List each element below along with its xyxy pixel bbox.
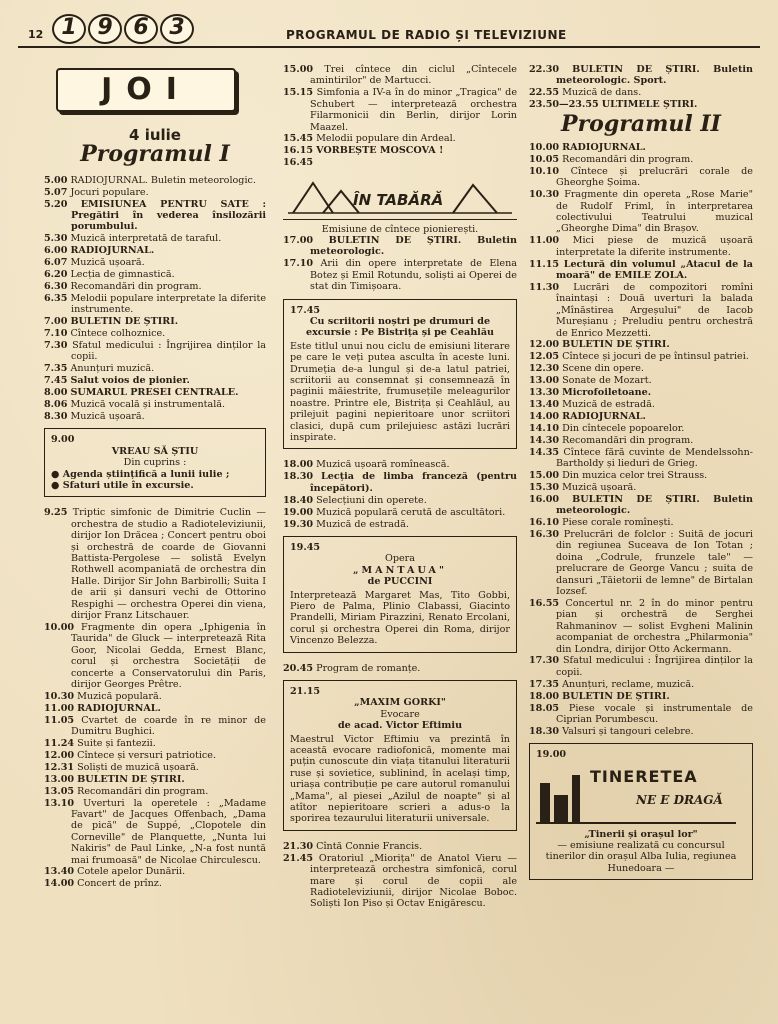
program-entry [44,316,266,327]
entry-text: Simfonia a IV-a în do minor „Tragica" de Schubert — interpretează orchestra Filarmonicii din Berlin, dirijor Lorin Maazel. [310,87,517,133]
program-entry [44,507,266,621]
entry-time: 22.30 [529,64,560,75]
program-entry [283,459,517,470]
entry-text: RADIOJURNAL. Buletin meteorologic. [70,174,256,186]
box-title: „Tinerii și orașul lor" [584,828,698,840]
box-title: Cu scriitorii noștri pe drumuri de excursie : Pe Bistrița și pe Ceahlău [305,316,495,339]
entry-text: Cîntece și versuri patriotice. [77,749,217,761]
program-entry [44,750,266,761]
program-entry [44,281,266,292]
entry-time: 18.30 [283,471,314,483]
tineretea-label: TINERETEA [590,766,698,786]
box-maxim-gorki [283,680,517,831]
entry-time: 19.00 [283,506,314,518]
box-item-text: Sfaturi utile în excursie. [62,479,194,491]
program-entry [529,87,753,98]
entry-text: Din muzica celor trei Strauss. [562,469,708,481]
tabara-description: Emisiune de cîntece pionierești. [321,223,479,235]
program-entry [44,762,266,773]
entry-text: Muzică ușoară. [70,257,145,269]
entry-text: Anunțuri, reclame, muzică. [562,678,695,690]
entry-time: 13.40 [529,398,560,410]
entry-time: 12.31 [44,761,75,773]
entry-time: 20.45 [283,662,314,674]
entry-time: 11.30 [529,281,560,293]
program-entry [529,691,753,702]
entry-text: Cîntece și jocuri de pe întinsul patriei. [562,351,749,363]
entry-time: 12.00 [44,749,75,761]
entry-time: 6.35 [44,292,68,304]
header-rule [18,46,760,48]
program-entry [529,259,753,282]
tabara-banner [283,173,517,220]
box-description: Interpretează Margaret Mas, Tito Gobbi, Piero de Palma, Plinio Clabassi, Giacinto Prandelli, Miriam Pirazzini, Renato Ercolani, corul și orchestra Operei din Roma, dirijor Vincenzo Belezza. [290,589,510,647]
entry-text: Muzică ușoară romînească. [316,459,450,471]
program-entry [283,157,517,168]
program-entry [283,841,517,852]
entry-time: 11.00 [529,235,560,247]
program-entry [44,233,266,244]
program-entry [44,399,266,410]
program-list [283,64,517,169]
program-list [283,235,517,293]
entry-text: Program de romanțe. [316,662,421,674]
entry-text: BULETIN DE ȘTIRI. Buletin meteorologic. [310,235,517,258]
box-tineretea [529,743,753,880]
entry-time: 12.00 [529,339,560,351]
entry-time: 14.10 [529,422,560,434]
program-entry [283,258,517,292]
entry-text: Muzică vocală și instrumentală. [70,399,226,411]
entry-text: Cîntece colhoznice. [70,328,166,340]
entry-time: 13.30 [529,387,560,399]
entry-text: Triptic simfonic de Dimitrie Cuclin — orchestra de studio a Radioteleviziunii, dirijor Ion Drăcea ; Concert pentru oboi și orchestră de coarde de Giovanni Battista-Pergolese — solistă Evelyn Rothwell acompaniată de orchestra din Halle. Dirijor Sir John Barbirolli; Suita I de arii și dansuri vechi de Ottorino Respighi — orchestra Operei din viena, dirijor Franz Litschauer. [71,507,266,622]
entry-text: Lecția de limba franceză (pentru începători). [310,471,517,494]
program-entry [529,375,753,386]
box-description: Este titlul unui nou ciclu de emisiuni literare pe care le veți putea asculta în aceste luni. Drumeția de-a lungul și de-a latul patriei, scriitorii au consemnat și consemnează în paginii măiestrite, frumusețile meleagurilor noastre. Printre ele, Bistrița și Ceahlăul, au prilejuit pagini nepieritoare unor scriitori clasici, după cum prilejuiesc astăzi lucrări inspirate. [290,340,510,444]
entry-text: Trei cîntece din ciclul „Cîntecele amintirilor" de Martucci. [310,64,517,87]
program-entry [283,145,517,156]
program-entry [283,133,517,144]
date-label: 4 iulie [129,126,181,144]
entry-text: Cîntece și prelucrări corale de Gheorghe Șoima. [556,165,753,189]
entry-time: 11.15 [529,258,560,270]
entry-time: 16.55 [529,597,560,609]
program-entry [529,470,753,481]
program-entry [529,363,753,374]
program-entry [44,257,266,268]
program-entry [529,351,753,362]
box-title: VREAU SĂ ȘTIU [111,445,199,457]
entry-time: 10.10 [529,165,560,177]
entry-text: BULETIN DE ȘTIRI. [562,690,670,702]
tabara-label: ÎN TABĂRĂ [353,190,444,209]
box-time: 19.00 [536,749,567,761]
entry-time: 12.30 [529,363,560,375]
box-time: 21.15 [290,685,321,697]
program-entry [529,387,753,398]
entry-text: Salut voios de pionier. [70,375,190,387]
entry-time: 10.30 [529,189,560,201]
program-entry [44,245,266,256]
box-time: 19.45 [290,541,321,553]
program-entry [283,519,517,530]
program-entry [44,691,266,702]
entry-text: Lecția de gimnastică. [70,269,175,281]
entry-time: 17.10 [283,258,314,270]
entry-time: 17.00 [283,235,314,247]
box-item: ● Agenda științifică a lunii iulie ; [51,468,230,480]
program-entry [44,786,266,797]
entry-text: Recomandări din program. [70,280,202,292]
entry-time: 13.00 [529,375,560,387]
entry-text: Cotele apelor Dunării. [77,866,186,878]
entry-time: 11.00 [44,702,75,714]
program-entry [44,622,266,690]
entry-text: BULETIN DE ȘTIRI. Buletin meteorologic. Sport. [556,64,753,87]
day-banner [56,68,236,112]
program-entry [283,663,517,674]
entry-time: 5.30 [44,233,68,245]
box-subtitle: Din cuprins : [123,457,187,469]
entry-time: 13.10 [44,797,75,809]
box-composer: de PUCCINI [367,576,433,588]
entry-text: ULTIMELE ȘTIRI. [601,99,698,111]
entry-time: 6.30 [44,280,68,292]
entry-time: 15.15 [283,87,314,99]
entry-text: Muzică populară cerută de ascultători. [316,506,506,518]
box-title: „MAXIM GORKI" [354,697,446,709]
program-entry [44,738,266,749]
page-header [18,8,760,48]
entry-text: BULETIN DE ȘTIRI. [562,339,670,351]
program-entry [44,187,266,198]
entry-time: 15.30 [529,481,560,493]
program-entry [44,774,266,785]
entry-time: 10.00 [529,142,560,154]
entry-text: Recomandări din program. [77,785,209,797]
program-entry [44,328,266,339]
entry-time: 18.05 [529,702,560,714]
program-entry [529,142,753,153]
entry-text: Scene din opere. [562,363,644,375]
program-entry [529,726,753,737]
box-author: de acad. Victor Eftimiu [337,720,463,732]
program-list [529,142,753,737]
tineretea-banner [536,765,746,825]
program-entry [283,853,517,910]
entry-text: Sfatul medicului : Îngrijirea dinților la copii. [556,655,753,678]
entry-time: 10.00 [44,621,75,633]
program-entry [44,269,266,280]
entry-time: 14.00 [529,410,560,422]
entry-time: 11.05 [44,714,75,726]
program-entry [529,282,753,339]
year-digit: 3 [160,14,194,44]
entry-time: 16.15 [283,145,314,157]
program-entry [529,679,753,690]
entry-text: Lucrări de compozitori romîni înaintași : Două uverturi la balada „Mînăstirea Argeșului" de Iacob Mureșianu ; Preludiu pentru orchestră de Enrico Mezzetti. [556,281,753,339]
entry-text: Anunțuri muzică. [70,363,155,375]
program-entry [44,199,266,233]
entry-text: Muzică populară. [77,690,162,702]
entry-text: Muzică de estradă. [562,398,655,410]
program-list [283,841,517,910]
entry-text: Selecțiuni din operete. [316,494,427,506]
program-entry [529,447,753,470]
entry-text: Melodii populare interpretate la diferite instrumente. [70,292,266,316]
program-list [44,175,266,423]
program-entry [529,64,753,87]
entry-text: Arii din opere interpretate de Elena Botez și Emil Rotundu, soliști ai Operei de stat din Timișoara. [310,258,517,293]
entry-time: 14.35 [529,446,560,458]
entry-time: 13.00 [44,773,75,785]
box-title: „MANTAUA" [353,564,447,576]
entry-time: 5.00 [44,174,68,186]
entry-text: Valsuri și tangouri celebre. [562,725,694,737]
entry-text: Melodii populare din Ardeal. [316,133,456,145]
column-1 [44,60,266,890]
entry-text: Sonate de Mozart. [562,375,652,387]
header-title: PROGRAMUL DE RADIO ȘI TELEVIZIUNE [286,28,567,42]
program-entry [529,529,753,597]
program-entry [529,339,753,350]
entry-text: BULETIN DE ȘTIRI. [70,316,179,328]
entry-text: Microfoiletoane. [562,387,652,399]
entry-time: 18.30 [529,725,560,737]
entry-time: 21.45 [283,852,314,864]
program-entry [529,598,753,655]
entry-time: 16.00 [529,493,560,505]
entry-text: Soliști de muzică ușoară. [77,761,199,773]
entry-text: BULETIN DE ȘTIRI. Buletin meteorologic. [556,493,753,517]
entry-text: Piese vocale și instrumentale de Ciprian Porumbescu. [556,702,753,725]
program-entry [283,495,517,506]
program-entry [44,340,266,363]
entry-time: 6.20 [44,269,68,281]
entry-text: Lectură din volumul „Atacul de la moară" de EMILE ZOLA. [556,258,753,281]
program-entry [44,363,266,374]
box-time: 9.00 [51,434,75,446]
program-entry [529,189,753,235]
entry-time: 18.00 [283,459,314,471]
entry-time: 16.10 [529,517,560,529]
program-entry [529,235,753,258]
entry-text: Muzică de estradă. [316,518,409,530]
entry-text: Jocuri populare. [70,186,149,198]
entry-time: 6.07 [44,257,68,269]
program-entry [44,175,266,186]
entry-text: Recomandări din program. [562,434,694,446]
box-item: ● Sfaturi utile în excursie. [51,479,194,491]
entry-text: Cîntă Connie Francis. [316,840,423,852]
program-entry [44,293,266,316]
entry-time: 7.45 [44,375,68,387]
box-scriitorii [283,299,517,450]
entry-time: 21.30 [283,840,314,852]
entry-time: 5.20 [44,198,68,210]
entry-text: Piese corale romînești. [562,517,674,529]
entry-text: Muzică interpretată de taraful. [70,233,222,245]
box-description: Maestrul Victor Eftimiu va prezintă în această evocare radiofonică, momente mai puțin cunoscute din viața titanului literaturii ruse și sovietice, sublinind, în același timp, uriașa contribuție pe care autorul romanului „Mama", al piesei „Azilul de noapte" și al atîtor nepieritoare scrieri a adus-o la sporirea tezaurului literaturii universale. [290,733,510,825]
entry-text: RADIOJURNAL. [562,410,646,422]
program-entry [44,866,266,877]
entry-time: 15.00 [529,469,560,481]
program-entry [529,166,753,189]
box-label: Evocare [380,708,420,720]
box-label: Opera [385,553,415,565]
entry-time: 10.30 [44,690,75,702]
entry-text: RADIOJURNAL. [562,142,646,154]
program-entry [283,87,517,133]
year-digit: 9 [88,14,122,44]
entry-text: Muzică ușoară. [562,481,637,493]
page-number: 12 [28,28,44,41]
entry-text: EMISIUNEA PENTRU SATE : Pregătiri în vederea însilozării porumbului. [71,198,266,233]
entry-time: 11.24 [44,738,75,749]
entry-time: 7.30 [44,340,68,351]
program-entry [44,703,266,714]
entry-time: 16.45 [283,157,314,169]
entry-text: Mici piese de muzică ușoară interpretate la diferite instrumente. [556,235,753,258]
program-entry [44,878,266,889]
entry-text: Prelucrări de folclor : Suită de jocuri din regiunea Suceava de Ion Totan ; doina „Codrule, frunzele tale" — prelucrare de George Vancu ; suita de dansuri „Tăietorii de lemne" de Birtalan Iozsef. [556,528,753,597]
box-description: — emisiune realizată cu concursul tinerilor din orașul Alba Iulia, regiunea Hunedoara — [545,840,737,874]
program-entry [44,411,266,422]
entry-text: RADIOJURNAL. [77,702,161,714]
program-entry [529,154,753,165]
program-entry [529,423,753,434]
program-entry [529,517,753,528]
entry-time: 13.05 [44,785,75,797]
program-entry [529,411,753,422]
program-entry [529,494,753,517]
program-entry [283,507,517,518]
entry-time: 9.25 [44,507,68,519]
entry-time: 8.06 [44,399,68,411]
entry-time: 23.50—23.55 [529,99,599,111]
program-entry [283,235,517,258]
entry-text: SUMARUL PRESEI CENTRALE. [70,387,239,399]
program-entry [529,435,753,446]
entry-time: 10.05 [529,153,560,165]
entry-time: 7.35 [44,363,68,375]
entry-time: 14.30 [529,434,560,446]
entry-text: Muzică de dans. [562,87,642,99]
entry-time: 18.40 [283,494,314,506]
program-entry [529,99,753,110]
entry-time: 14.00 [44,878,75,890]
program-entry [283,64,517,87]
entry-time: 19.30 [283,518,314,530]
column-3 [529,64,753,890]
entry-text: Cvartet de coarde în re minor de Dumitru Bughici. [71,714,266,738]
entry-time: 17.35 [529,678,560,690]
tineretea-sublabel: NE E DRAGĂ [636,792,723,807]
box-vreau-sa-stiu [44,428,266,497]
entry-text: Din cîntecele popoarelor. [562,422,685,434]
box-time: 17.45 [290,304,321,316]
entry-text: Cîntece fără cuvinte de Mendelssohn-Bartholdy și lieduri de Grieg. [556,446,753,469]
program-entry [44,387,266,398]
program-list [44,507,266,889]
box-item-text: Agenda științifică a lunii iulie ; [62,468,230,480]
entry-text: Fragmente din opereta „Rose Marie" de Rudolf Friml, în interpretarea colectivului Teatrului muzical „Gheorghe Dima" din Brașov. [556,189,753,235]
box-mantaua [283,536,517,653]
entry-time: 15.45 [283,133,314,145]
entry-text: Uverturi la operetele : „Madame Favart" de Jacques Offenbach, „Dama de pică" de Suppé, „Clopotele din Corneville" de Planquette, „Nunta lui Nakiris" de Paul Linke, „N-a fost nuntă mai frumoasă" de Nicolae Chirculescu. [71,797,266,866]
program-1-title: Programul I [80,141,230,168]
program-entry [529,703,753,726]
entry-time: 18.00 [529,690,560,702]
program-2-title: Programul II [561,110,721,137]
entry-time: 16.30 [529,528,560,540]
entry-text: Oratoriul „Miorița" de Anatol Vieru — interpretează orchestra simfonică, corul mare și corul de copii ale Radioteleviziunii, dirijor Nicolae Boboc. Soliști Ion Piso și Octav Enigărescu. [310,852,517,910]
entry-time: 8.30 [44,410,68,422]
program-entry [44,715,266,738]
entry-time: 7.10 [44,328,68,340]
entry-time: 12.05 [529,351,560,363]
year-digit: 6 [124,14,158,44]
entry-time: 13.40 [44,866,75,878]
program-entry [529,482,753,493]
entry-text: Concertul nr. 2 în do minor pentru pian și orchestră de Serghei Rahmaninov — solist Evgheni Malinin acompaniat de orchestra „Philarmonia" din Londra, dirijor Otto Ackermann. [556,597,753,655]
day-label: JOI [101,72,191,107]
entry-time: 8.00 [44,387,68,399]
program-list [529,64,753,111]
entry-text: Recomandări din program. [562,153,694,165]
entry-time: 6.00 [44,245,68,257]
program-entry [529,655,753,678]
entry-time: 17.30 [529,655,560,667]
entry-time: 7.00 [44,316,68,328]
entry-text: VORBEȘTE MOSCOVA ! [316,145,444,157]
program-list [283,459,517,529]
entry-text: BULETIN DE ȘTIRI. [77,773,185,785]
entry-time: 15.00 [283,64,314,75]
entry-text: Fragmente din opera „Iphigenia în Taurida" de Gluck — interpretează Rita Goor, Nicolai Gedda, Ernest Blanc, corul și orchestra Societății de concerte a Conservatorului din Paris, dirijor Georges Prêtre. [71,621,266,690]
column-2 [283,64,517,910]
entry-time: 22.55 [529,87,560,99]
year-logo [52,14,194,44]
entry-text: Muzică ușoară. [70,410,145,422]
entry-text: RADIOJURNAL. [70,245,155,257]
entry-text: Concert de prînz. [77,878,162,890]
program-entry [44,798,266,866]
program-entry [44,375,266,386]
entry-time: 5.07 [44,186,68,198]
program-entry [283,471,517,494]
entry-text: Suite și fantezii. [77,738,156,749]
entry-text: Sfatul medicului : Îngrijirea dinților la copii. [71,340,266,363]
year-digit: 1 [52,14,86,44]
program-entry [529,399,753,410]
